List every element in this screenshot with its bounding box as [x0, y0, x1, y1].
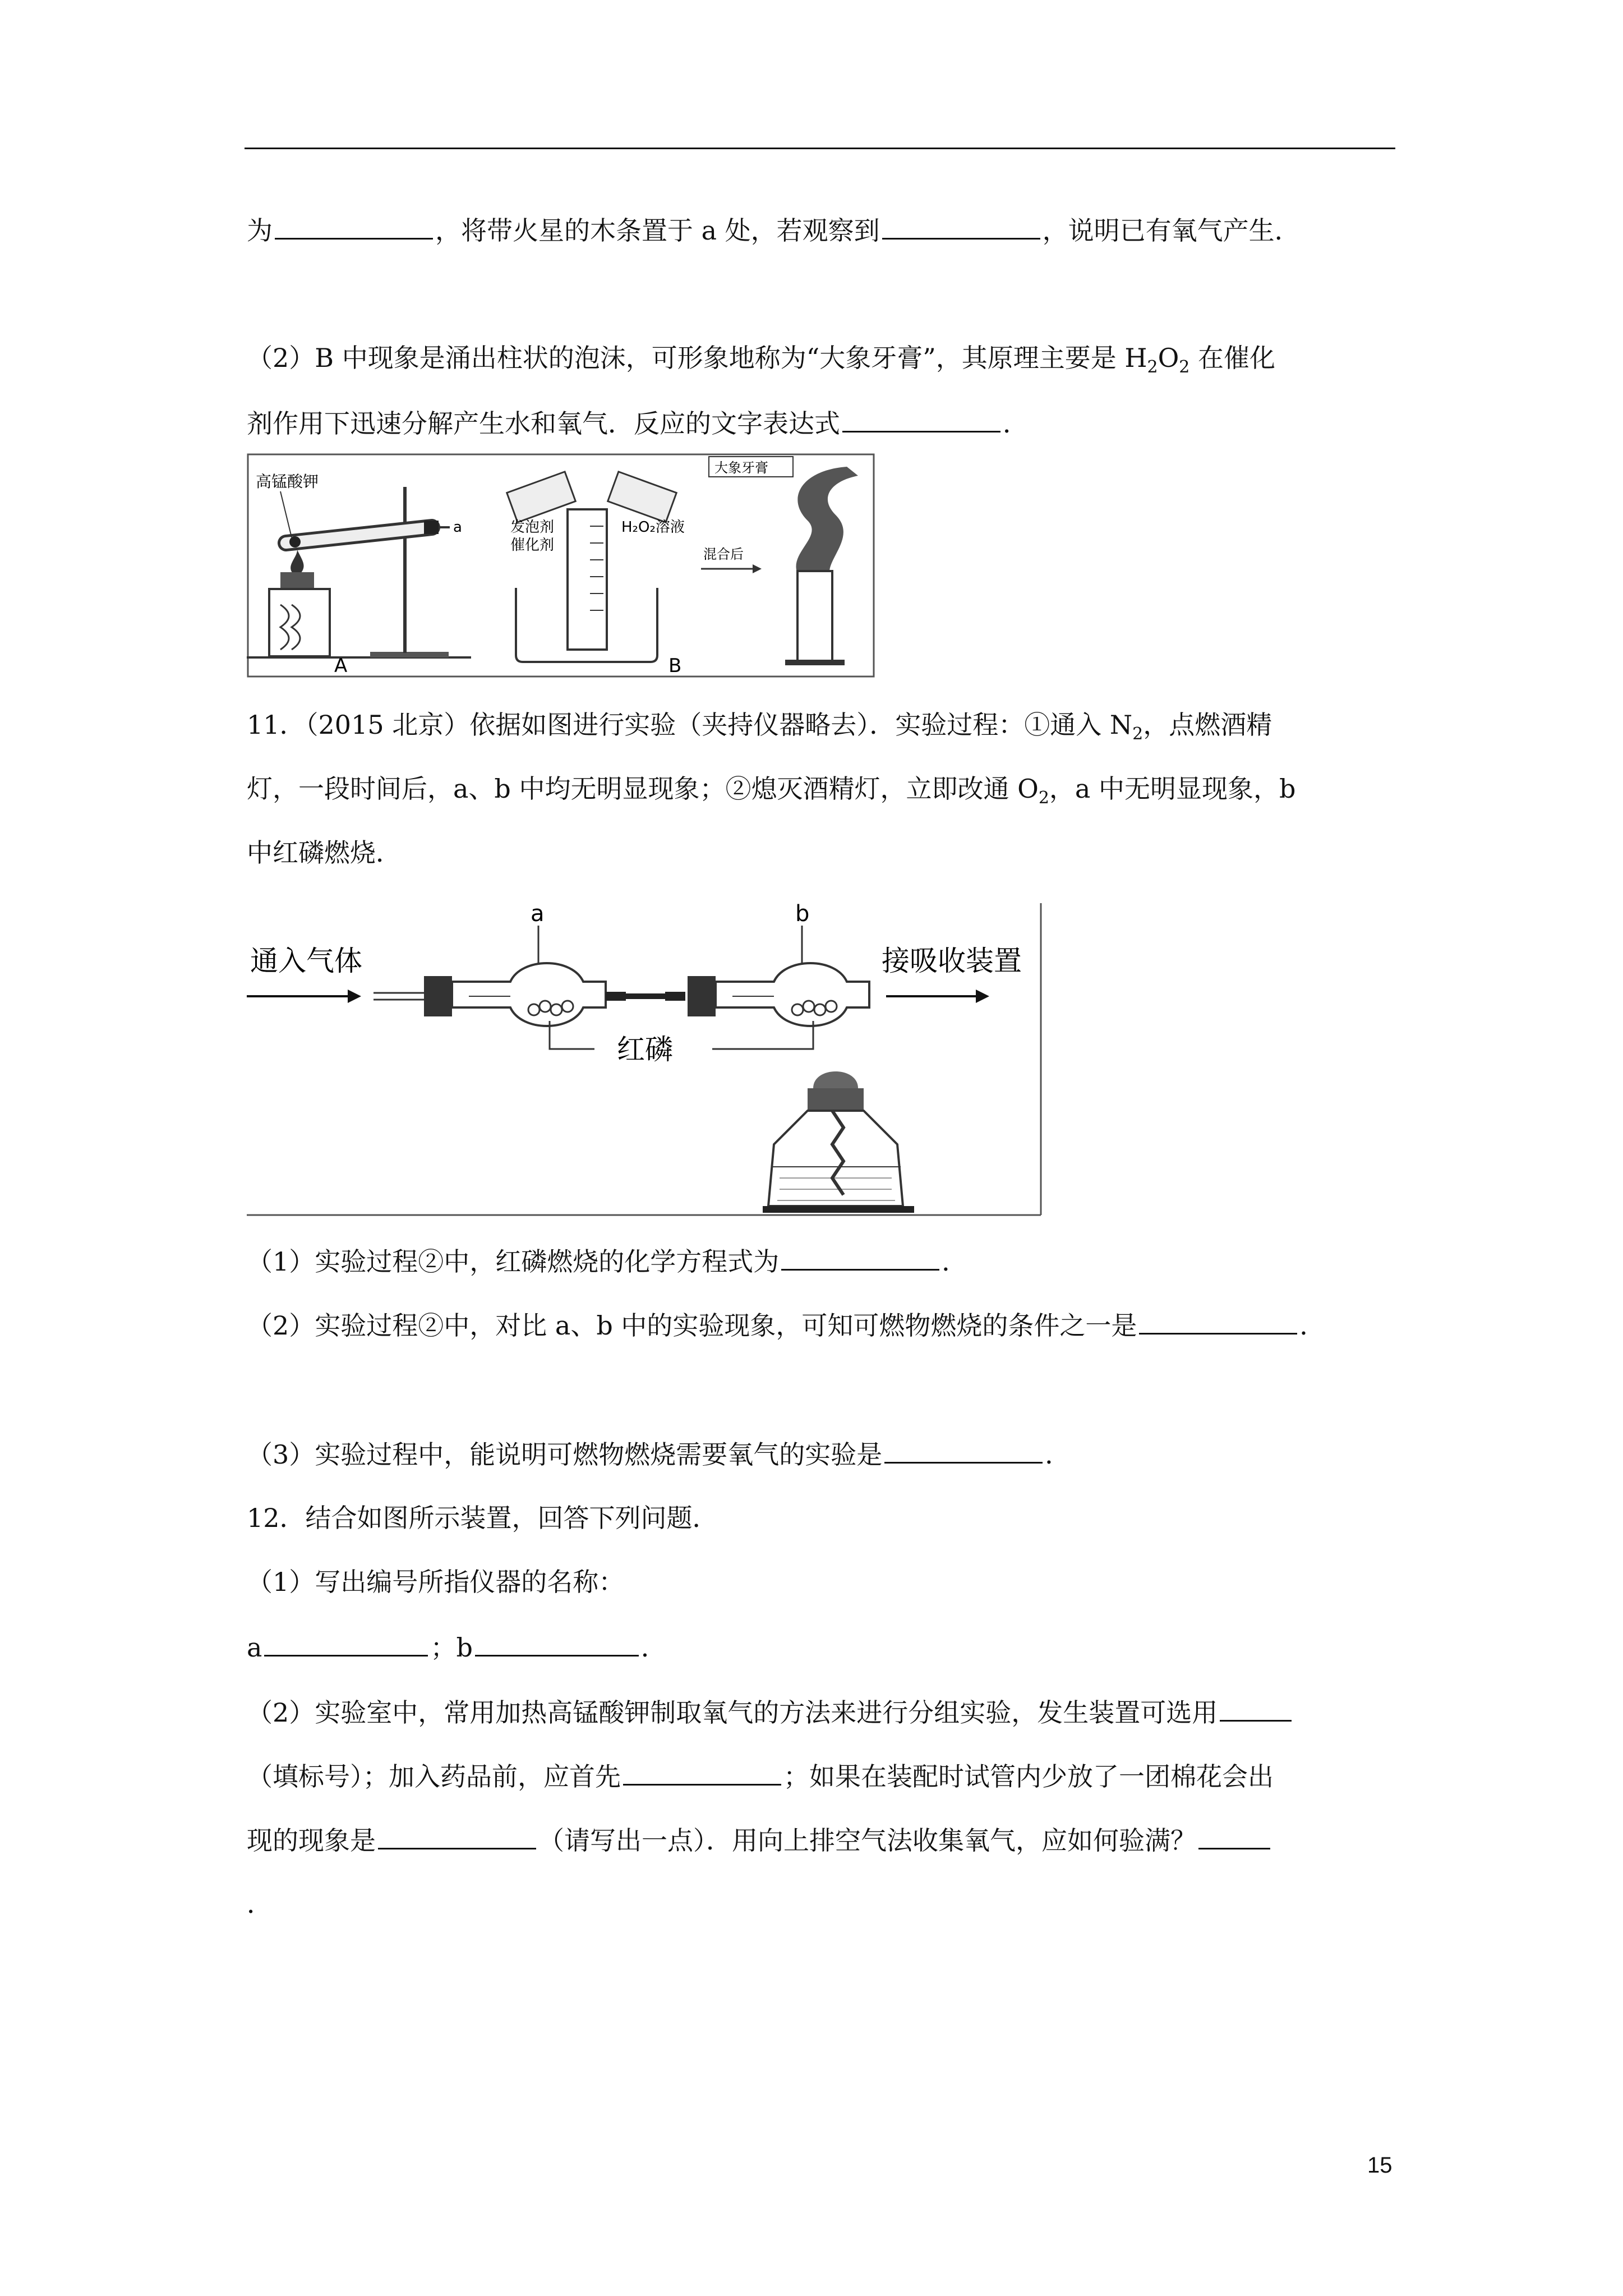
q12-title: 12．结合如图所示装置，回答下列问题． [247, 1503, 718, 1533]
label-a-mark: a [453, 519, 462, 536]
apparatus-b [507, 457, 858, 677]
alcohol-lamp [763, 1071, 914, 1213]
q10-part2-line2: 剂作用下迅速分解产生水和氧气．反应的文字表达式 ． [247, 405, 1029, 440]
figure-q11 [247, 903, 1043, 1217]
answer-blank[interactable] [884, 1436, 1043, 1464]
caption-b: B [668, 655, 682, 677]
answer-blank-a[interactable] [264, 1629, 428, 1657]
apparatus-a [247, 472, 471, 677]
label-gas-inlet: 通入气体 [250, 945, 362, 977]
flame-icon [291, 550, 303, 573]
beaker-left [507, 472, 576, 522]
outlet-arrow-icon [976, 990, 989, 1003]
label-tube-b: b [795, 903, 810, 927]
answer-blank[interactable] [1139, 1307, 1297, 1335]
q11-sub2: （2）实验过程②中，对比 a、b 中的实验现象，可知可燃物燃烧的条件之一是 ． [247, 1307, 1325, 1342]
q11-line1: 11．（2015 北京）依据如图进行实验（夹持仪器略去）．实验过程：①通入 $N_2$，点燃酒精 [247, 710, 1272, 744]
caption-a: A [334, 655, 348, 677]
combustion-tube-a [374, 903, 606, 1026]
answer-blank[interactable] [882, 212, 1040, 240]
q12-sub2-line1: （2）实验室中，常用加热高锰酸钾制取氧气的方法来进行分组实验，发生装置可选用 [247, 1694, 1294, 1729]
q12-sub2-line3: 现的现象是 （请写出一点）．用向上排空气法收集氧气，应如何验满？ [247, 1822, 1272, 1857]
q11-sub1: （1）实验过程②中，红磷燃烧的化学方程式为 ． [247, 1243, 967, 1278]
answer-blank[interactable] [275, 212, 433, 240]
combustion-tube-b [688, 903, 869, 1026]
answer-blank[interactable] [1220, 1694, 1292, 1722]
answer-blank[interactable] [842, 405, 1000, 432]
label-after-mixing: 混合后 [703, 546, 744, 562]
answer-blank-b[interactable] [475, 1629, 639, 1657]
label-elephant-toothpaste: 大象牙膏 [714, 460, 768, 476]
label-foaming-agent: 发泡剂 [510, 519, 555, 536]
q10-line1: 为 ，将带火星的木条置于 a 处，若观察到 ，说明已有氧气产生． [247, 212, 1301, 247]
q12-sub1-answers: a ；b ． [247, 1629, 667, 1664]
q12-sub1: （1）写出编号所指仪器的名称： [247, 1567, 625, 1597]
label-h2o2-solution: H₂O₂溶液 [621, 519, 685, 536]
graduated-cylinder-mixed [797, 571, 832, 661]
page-number: 15 [1367, 2153, 1393, 2178]
answer-blank[interactable] [781, 1243, 939, 1271]
q11-sub3: （3）实验过程中，能说明可燃物燃烧需要氧气的实验是 ． [247, 1436, 1071, 1471]
q12-sub2-line2: （填标号）；加入药品前，应首先 ；如果在装配时试管内少放了一团棉花会出 [247, 1758, 1274, 1793]
arrow-icon [753, 564, 762, 573]
q11-line3: 中红磷燃烧． [247, 838, 402, 868]
graduated-cylinder-b [568, 509, 607, 650]
label-catalyst: 催化剂 [510, 537, 555, 554]
inlet-arrow-icon [348, 990, 361, 1003]
stopper-b [688, 976, 716, 1016]
foam-column [796, 467, 858, 577]
label-potassium-permanganate: 高锰酸钾 [256, 472, 319, 491]
lamp-cap [813, 1071, 858, 1088]
label-red-phosphorus: 红磷 [617, 1033, 673, 1066]
label-absorber: 接吸收装置 [882, 945, 1022, 977]
label-tube-a: a [531, 903, 545, 927]
beaker-right [608, 472, 677, 522]
q12-sub2-line4: ． [247, 1889, 273, 1919]
answer-blank[interactable] [1198, 1822, 1270, 1849]
header-rule [245, 148, 1395, 149]
figure-q10 [247, 453, 875, 678]
q11-line2: 灯，一段时间后，a、b 中均无明显现象；②熄灭酒精灯，立即改通 $O_2$，a 中无明显现象，b [247, 774, 1296, 808]
stopper-a [424, 976, 452, 1016]
lamp-stand [269, 589, 330, 656]
answer-blank[interactable] [623, 1758, 781, 1786]
answer-blank[interactable] [378, 1822, 536, 1849]
q10-part2-line1: （2）B 中现象是涌出柱状的泡沫，可形象地称为“大象牙膏”，其原理主要是 $H_2O_2$ 在催化 [247, 343, 1275, 377]
